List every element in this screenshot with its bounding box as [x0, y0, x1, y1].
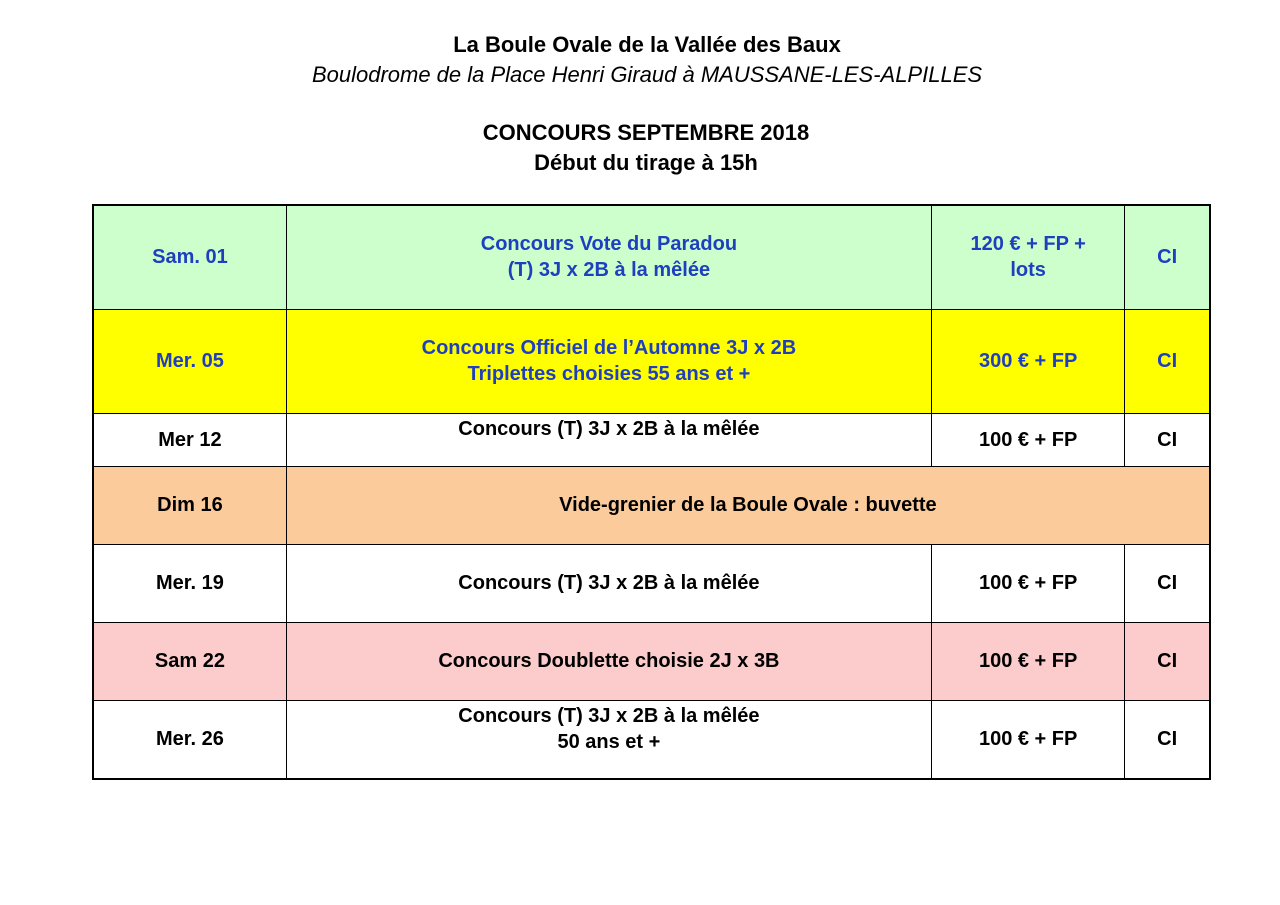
event-date: Sam. 01 [93, 205, 286, 309]
event-date: Mer 12 [93, 413, 286, 466]
venue-subtitle: Boulodrome de la Place Henri Giraud à MAUSSANE-LES-ALPILLES [311, 62, 983, 87]
event-category: CI [1125, 205, 1210, 309]
event-description-line: Triplettes choisies 55 ans et + [467, 363, 751, 385]
event-description-line: (T) 3J x 2B à la mêlée [507, 259, 711, 282]
event-prize: 100 € + FP [931, 622, 1124, 700]
table-row [93, 544, 1210, 622]
event-prize: 100 € + FP [931, 700, 1124, 779]
table-row [93, 466, 1210, 544]
event-description [286, 309, 931, 413]
table-row [93, 309, 1210, 413]
event-description [286, 700, 931, 779]
event-prize [931, 205, 1124, 309]
event-category: CI [1125, 413, 1210, 466]
event-description-line: Concours Officiel de l’Automne 3J x 2B [421, 337, 797, 359]
event-description-line: Concours Vote du Paradou [480, 233, 738, 256]
event-description: Vide-grenier de la Boule Ovale : buvette [286, 466, 1210, 544]
event-description-line: 50 ans et + [557, 730, 661, 753]
event-prize: 100 € + FP [931, 544, 1124, 622]
table-row [93, 700, 1210, 779]
event-date: Sam 22 [93, 622, 286, 700]
event-prize: 300 € + FP [931, 309, 1124, 413]
table-row [93, 622, 1210, 700]
event-prize: 100 € + FP [931, 413, 1124, 466]
schedule-table [92, 204, 1211, 780]
table-row [93, 205, 1210, 309]
event-date: Mer. 19 [93, 544, 286, 622]
table-row [93, 413, 1210, 466]
event-description [286, 205, 931, 309]
event-category: CI [1125, 544, 1210, 622]
event-date: Dim 16 [93, 466, 286, 544]
draw-start-time: Début du tirage à 15h [534, 150, 758, 175]
event-description-line: Concours (T) 3J x 2B à la mêlée [458, 704, 760, 727]
event-description: Concours (T) 3J x 2B à la mêlée [286, 413, 931, 466]
event-date: Mer. 26 [93, 700, 286, 779]
event-description: Concours (T) 3J x 2B à la mêlée [286, 544, 931, 622]
event-category: CI [1125, 700, 1210, 779]
event-prize-line: lots [1010, 259, 1046, 282]
club-title: La Boule Ovale de la Vallée des Baux [453, 32, 841, 57]
event-category: CI [1125, 622, 1210, 700]
schedule-heading: CONCOURS SEPTEMBRE 2018 [482, 120, 810, 145]
event-date: Mer. 05 [93, 309, 286, 413]
event-prize-line: 120 € + FP + [970, 233, 1086, 256]
event-category: CI [1125, 309, 1210, 413]
event-description: Concours Doublette choisie 2J x 3B [286, 622, 931, 700]
